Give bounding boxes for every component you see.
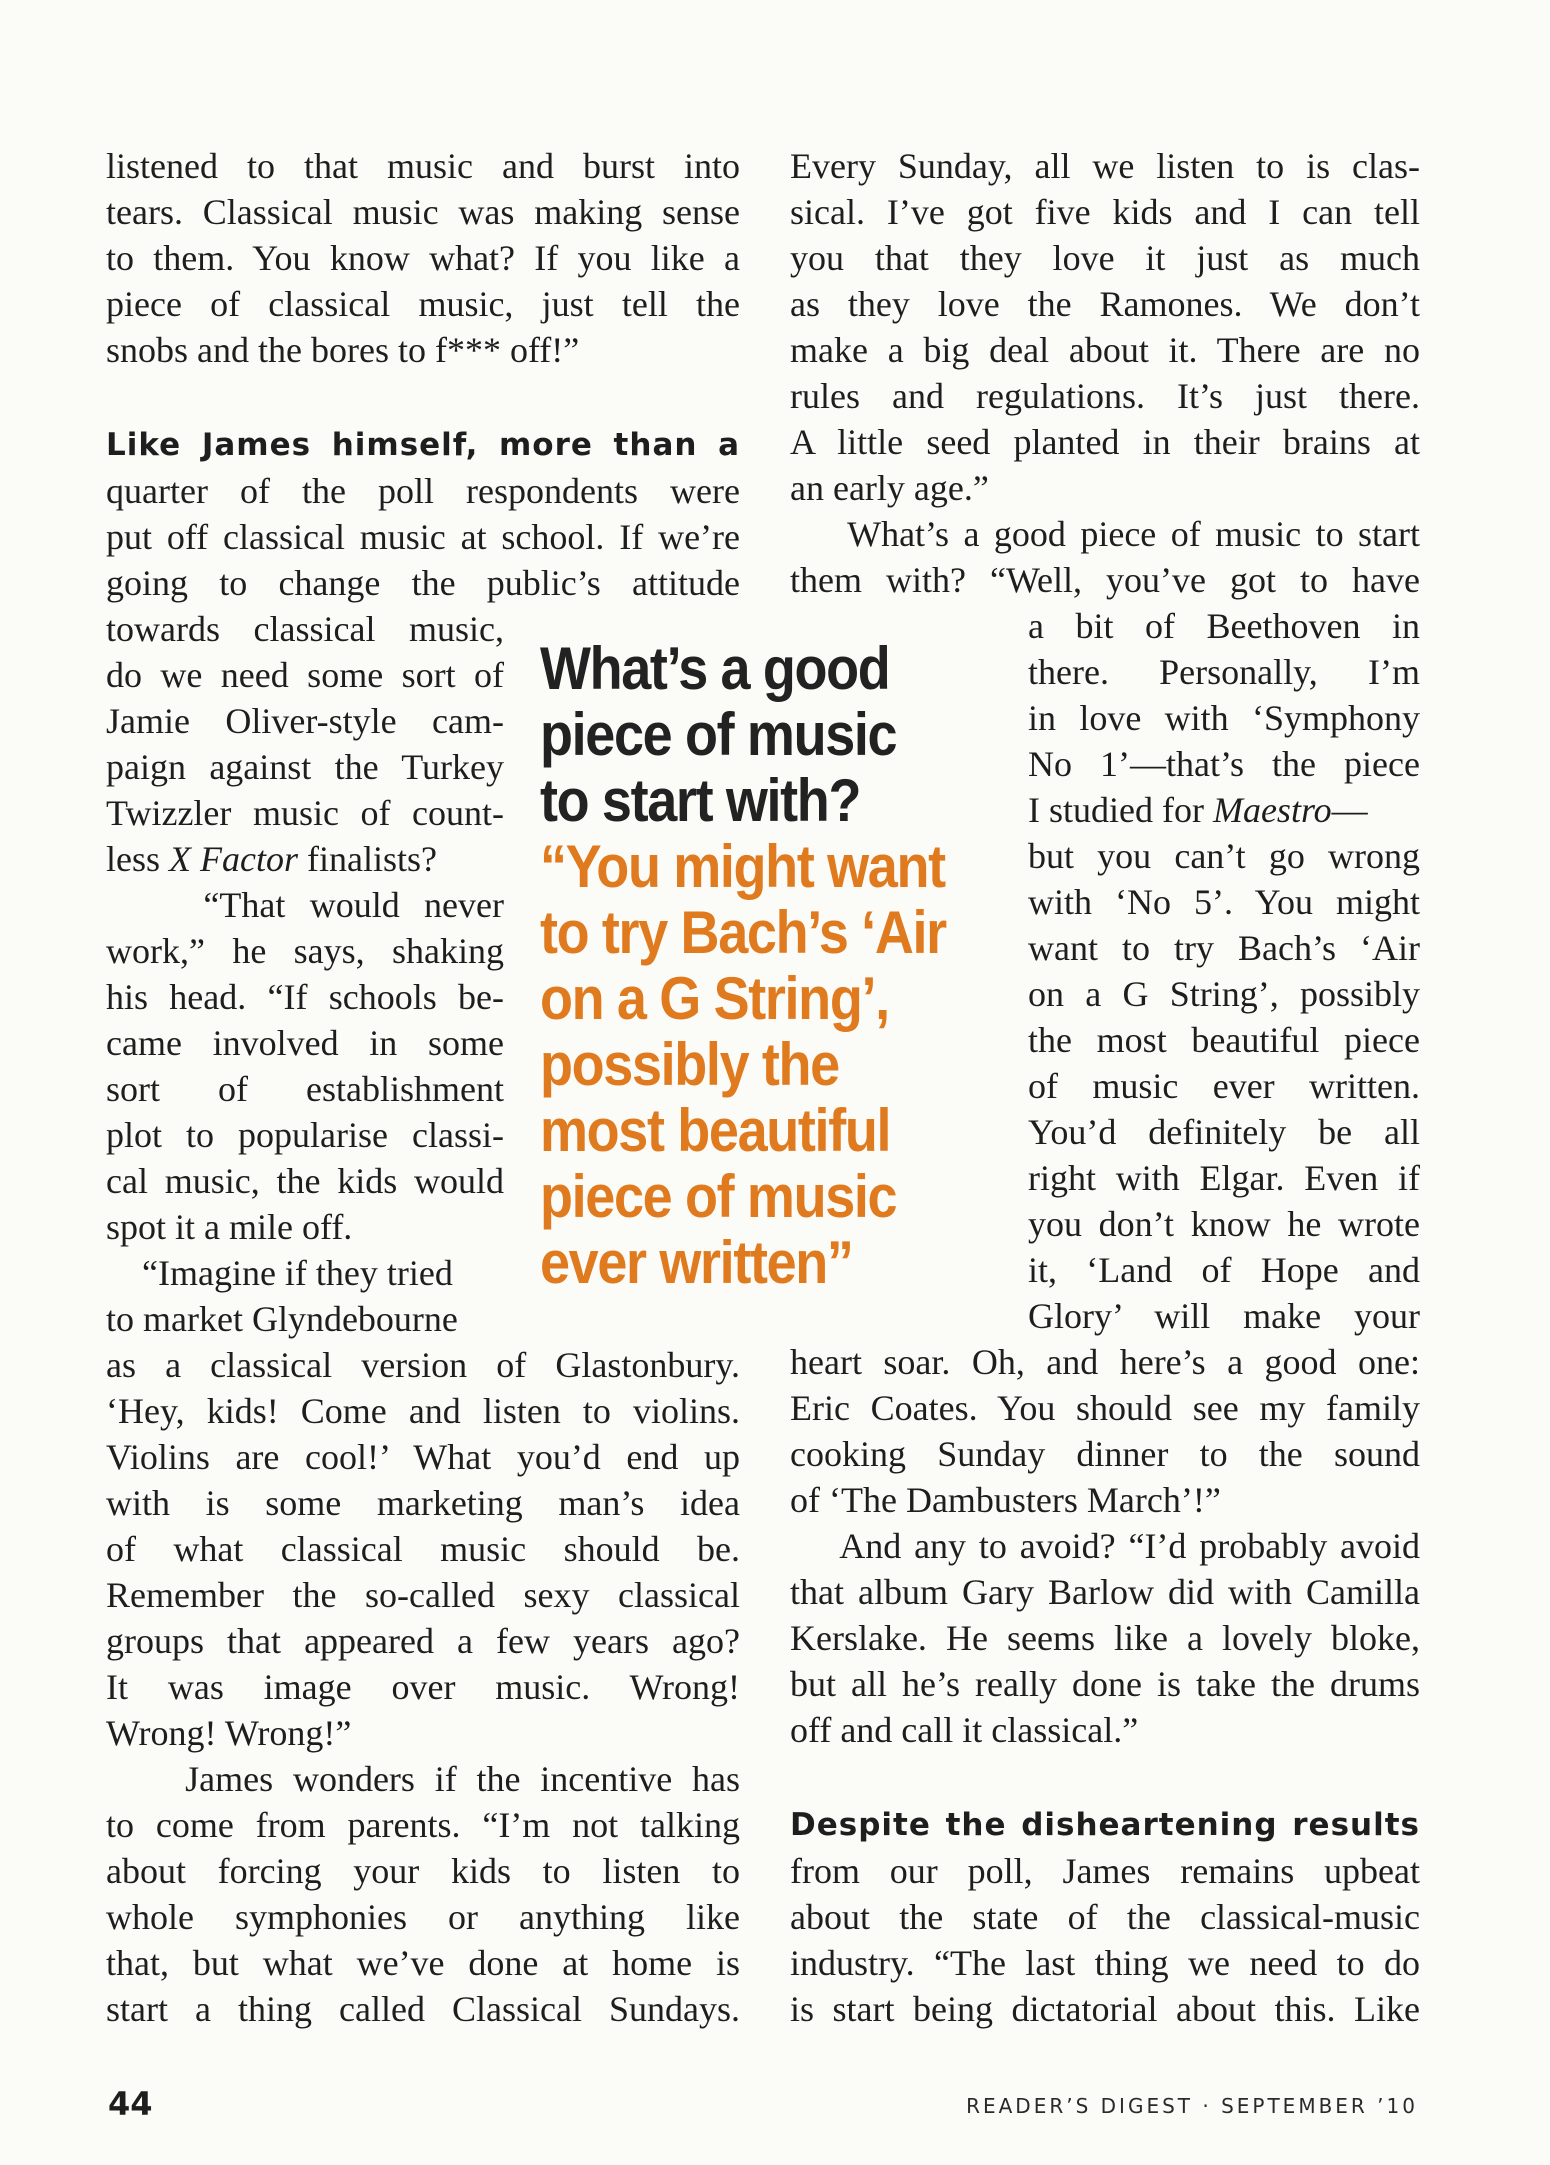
body-line: snobs and the bores to f*** off!” — [106, 330, 580, 370]
body-line: on a G String’, possibly — [1028, 974, 1420, 1014]
show-title-italic: Maestro — [1212, 790, 1332, 830]
body-line: “That would never — [106, 885, 504, 925]
body-line: to them. You know what? If you like a — [106, 238, 740, 278]
body-line: the most beautiful piece — [1028, 1020, 1420, 1060]
body-line: Glory’ will make your — [1028, 1296, 1420, 1336]
pull-quote-answer: ever written” — [540, 1229, 853, 1296]
pull-quote-answer: “You might want — [540, 833, 945, 900]
body-line: James wonders if the incentive has — [106, 1759, 740, 1799]
body-text: less — [106, 839, 169, 879]
body-line: towards classical music, — [106, 609, 504, 649]
pull-quote-question: to start with? — [540, 767, 861, 834]
body-line: them with? “Well, you’ve got to have — [790, 560, 1420, 600]
body-line: You’d definitely be all — [1028, 1112, 1420, 1152]
body-line: work,” he says, shaking — [106, 931, 504, 971]
body-line: want to try Bach’s ‘Air — [1028, 928, 1420, 968]
body-text: I studied for — [1028, 790, 1213, 830]
body-line: heart soar. Oh, and here’s a good one: — [790, 1342, 1420, 1382]
body-line: sical. I’ve got five kids and I can tell — [790, 192, 1420, 232]
body-line: whole symphonies or anything like — [106, 1897, 740, 1937]
body-line: Jamie Oliver-style cam- — [106, 701, 504, 741]
body-line: cal music, the kids would — [106, 1161, 504, 1201]
body-line: you don’t know he wrote — [1028, 1204, 1420, 1244]
pull-quote-answer: possibly the — [540, 1031, 839, 1098]
body-line: as a classical version of Glastonbury. — [106, 1345, 740, 1385]
body-line: Violins are cool!’ What you’d end up — [106, 1437, 740, 1477]
body-line: plot to popularise classi- — [106, 1115, 504, 1155]
body-line: with ‘No 5’. You might — [1028, 882, 1420, 922]
body-line: What’s a good piece of music to start — [790, 514, 1420, 554]
body-line: with is some marketing man’s idea — [106, 1483, 740, 1523]
body-line: Remember the so-called sexy classical — [106, 1575, 740, 1615]
body-line: to come from parents. “I’m not talking — [106, 1805, 740, 1845]
body-line: about the state of the classical-music — [790, 1897, 1420, 1937]
pull-quote-answer: piece of music — [540, 1163, 897, 1230]
body-line: rules and regulations. It’s just there. — [790, 376, 1420, 416]
body-line: came involved in some — [106, 1023, 504, 1063]
body-line: It was image over music. Wrong! — [106, 1667, 740, 1707]
body-line — [1028, 787, 1420, 833]
body-line: of music ever written. — [1028, 1066, 1420, 1106]
body-line: right with Elgar. Even if — [1028, 1158, 1420, 1198]
show-title-italic: X Factor — [169, 839, 298, 879]
body-line: listened to that music and burst into — [106, 146, 740, 186]
pull-quote-question: piece of music — [540, 701, 897, 768]
body-line: piece of classical music, just tell the — [106, 284, 740, 324]
body-line: sort of establishment — [106, 1069, 504, 1109]
pull-quote-answer: most beautiful — [540, 1097, 891, 1164]
body-line: Eric Coates. You should see my family — [790, 1388, 1420, 1428]
body-line: from our poll, James remains upbeat — [790, 1851, 1420, 1891]
body-line: but all he’s really done is take the drums — [790, 1664, 1420, 1704]
body-line: in love with ‘Symphony — [1028, 698, 1420, 738]
body-line: cooking Sunday dinner to the sound — [790, 1434, 1420, 1474]
pull-quote-question: What’s a good — [540, 635, 890, 702]
body-line: there. Personally, I’m — [1028, 652, 1420, 692]
body-line: No 1’—that’s the piece — [1028, 744, 1420, 784]
body-line: industry. “The last thing we need to do — [790, 1943, 1420, 1983]
body-line: tears. Classical music was making sense — [106, 192, 740, 232]
body-line: is start being dictatorial about this. Like — [790, 1989, 1420, 2029]
body-line — [106, 836, 504, 882]
body-line: Every Sunday, all we listen to is clas- — [790, 146, 1420, 186]
body-line: of what classical music should be. — [106, 1529, 740, 1569]
body-line: his head. “If schools be- — [106, 977, 504, 1017]
body-line: And any to avoid? “I’d probably avoid — [790, 1526, 1420, 1566]
body-line: an early age.” — [790, 468, 989, 508]
body-text: finalists? — [297, 839, 437, 879]
body-line: that, but what we’ve done at home is — [106, 1943, 740, 1983]
page-number: 44 — [108, 2085, 153, 2123]
body-line: to market Glyndebourne — [106, 1299, 458, 1339]
pull-quote-answer: to try Bach’s ‘Air — [540, 899, 946, 966]
body-line: spot it a mile off. — [106, 1207, 353, 1247]
body-line: put off classical music at school. If we’re — [106, 517, 740, 557]
body-line: but you can’t go wrong — [1028, 836, 1420, 876]
body-line: that album Gary Barlow did with Camilla — [790, 1572, 1420, 1612]
body-line: of ‘The Dambusters March’!” — [790, 1480, 1221, 1520]
body-line: going to change the public’s attitude — [106, 563, 740, 603]
body-line: a bit of Beethoven in — [1028, 606, 1420, 646]
body-line: Kerslake. He seems like a lovely bloke, — [790, 1618, 1420, 1658]
body-line: groups that appeared a few years ago? — [106, 1621, 740, 1661]
section-lead-bold: Despite the disheartening results — [790, 1807, 1420, 1843]
body-line: make a big deal about it. There are no — [790, 330, 1420, 370]
body-line: start a thing called Classical Sundays. — [106, 1989, 740, 2029]
body-line: off and call it classical.” — [790, 1710, 1139, 1750]
body-line: ‘Hey, kids! Come and listen to violins. — [106, 1391, 740, 1431]
body-line: Wrong! Wrong!” — [106, 1713, 352, 1753]
body-line: quarter of the poll respondents were — [106, 471, 740, 511]
body-line: “Imagine if they tried — [106, 1253, 453, 1293]
section-lead-bold: Like James himself, more than a — [106, 427, 740, 463]
body-line: do we need some sort of — [106, 655, 504, 695]
body-line: as they love the Ramones. We don’t — [790, 284, 1420, 324]
pull-quote-answer: on a G String’, — [540, 965, 889, 1032]
body-text: — — [1331, 790, 1368, 830]
body-line: Twizzler music of count- — [106, 793, 504, 833]
body-line: you that they love it just as much — [790, 238, 1420, 278]
body-line: it, ‘Land of Hope and — [1028, 1250, 1420, 1290]
body-line: paign against the Turkey — [106, 747, 504, 787]
running-footer: READER’S DIGEST · SEPTEMBER ’10 — [966, 2094, 1418, 2118]
body-line: A little seed planted in their brains at — [790, 422, 1420, 462]
body-line: about forcing your kids to listen to — [106, 1851, 740, 1891]
